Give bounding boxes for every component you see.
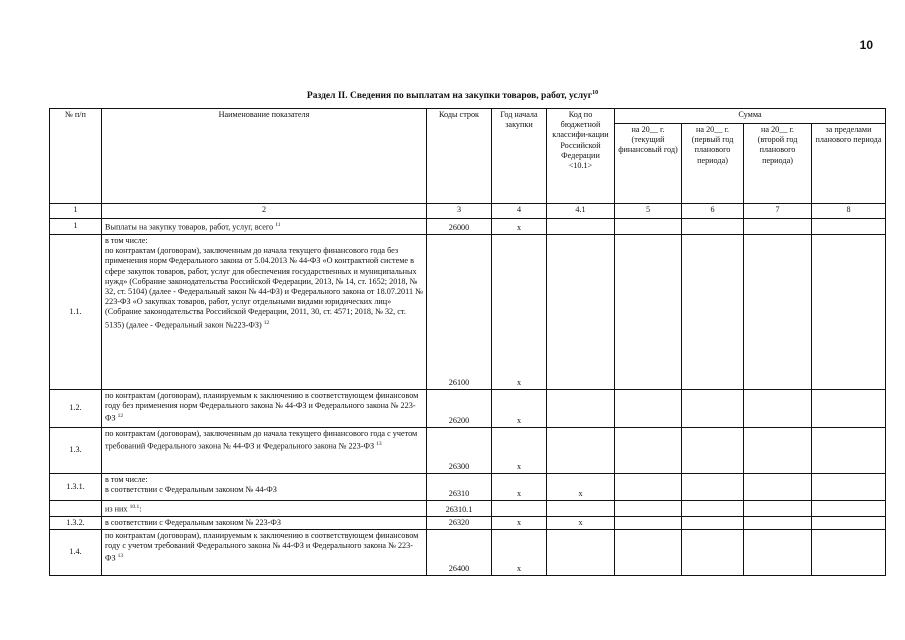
column-number: 5 [615,204,682,219]
row-code: 26300 [427,427,492,473]
row-sum-cell[interactable] [682,427,744,473]
header-year: Год начала закупки [492,109,547,204]
row-sum-cell[interactable] [744,530,812,576]
row-sum-cell[interactable] [744,500,812,516]
row-sum-cell[interactable] [744,473,812,500]
row-sum-cell[interactable] [682,516,744,529]
row-code: 26400 [427,530,492,576]
row-budget-code [547,219,615,235]
section-title: Раздел II. Сведения по выплатам на закупки товаров, работ, услуг$^{10}$ [306,90,599,102]
row-number [50,500,102,516]
table-row [50,234,886,389]
row-sum-cell[interactable] [812,516,886,529]
header-budget-code: Код по бюджетной классифи-кации Российской Федерации <10.1> [547,109,615,204]
header-sum-first: на 20__ г. (первый год планового периода) [682,124,744,204]
row-number: 1.1. [50,234,102,389]
column-number: 7 [744,204,812,219]
column-number: 3 [427,204,492,219]
payments-table [49,108,886,576]
row-name: в том числе: в соответствии с Федеральным законом № 44-ФЗ [102,473,427,500]
row-sum-cell[interactable] [812,389,886,427]
column-number: 4.1 [547,204,615,219]
column-number: 6 [682,204,744,219]
row-code: 26320 [427,516,492,529]
row-budget-code [547,500,615,516]
row-budget-code: x [547,473,615,500]
table-row [50,389,886,427]
row-code: 26200 [427,389,492,427]
row-name: в соответствии с Федеральным законом № 223-ФЗ [102,516,427,529]
header-num: № п/п [50,109,102,204]
row-number: 1.4. [50,530,102,576]
row-number: 1 [50,219,102,235]
table-row [50,427,886,473]
row-number: 1.3. [50,427,102,473]
row-name: в том числе: по контрактам (договорам), заключенным до начала текущего финансового года без применения норм Федерального закона от 5.04.2013 № 44-ФЗ «О контрактной системе в сфере закупок товаров, работ, услуг для обеспечения государственных и муниципальных нужд» (Собрание законодательства Российской Федерации, 2013, № 14, ст. 1652; 2018, № 32, ст. 5104) (далее - Федеральный закон № 44-ФЗ) и Федерального закона от 18.07.2011 № 223-ФЗ «О закупках товаров, работ, услуг отдельными видами юридических лиц» (Собрание законодательства Российской Федерации, 2011, 30, ст. 4571; 2018, № 32, ст. 5135) (далее - Федеральный закон №223-ФЗ) $^{12}$ [102,234,427,389]
row-budget-code [547,530,615,576]
row-sum-cell[interactable] [682,219,744,235]
row-sum-cell[interactable] [744,234,812,389]
row-year: x [492,234,547,389]
row-sum-cell[interactable] [812,219,886,235]
table-row [50,516,886,529]
row-sum-cell[interactable] [615,473,682,500]
row-year: x [492,530,547,576]
row-sum-cell[interactable] [615,500,682,516]
row-year: x [492,427,547,473]
column-number: 1 [50,204,102,219]
header-code: Коды строк [427,109,492,204]
table-row [50,219,886,235]
header-name: Наименование показателя [102,109,427,204]
row-sum-cell[interactable] [682,234,744,389]
header-sum-beyond: за пределами планового периода [812,124,886,204]
row-sum-cell[interactable] [744,516,812,529]
row-sum-cell[interactable] [812,234,886,389]
row-sum-cell[interactable] [812,530,886,576]
row-code: 26310 [427,473,492,500]
row-sum-cell[interactable] [682,389,744,427]
row-name: из них $^{10.1}$: [102,500,427,516]
row-year: x [492,516,547,529]
row-code: 26100 [427,234,492,389]
table-body [50,219,886,576]
row-sum-cell[interactable] [812,500,886,516]
row-sum-cell[interactable] [812,427,886,473]
row-sum-cell[interactable] [744,427,812,473]
row-number: 1.3.1. [50,473,102,500]
row-sum-cell[interactable] [615,427,682,473]
row-sum-cell[interactable] [615,530,682,576]
row-sum-cell[interactable] [615,389,682,427]
table-row [50,473,886,500]
column-number: 2 [102,204,427,219]
row-sum-cell[interactable] [615,219,682,235]
row-number: 1.2. [50,389,102,427]
table-row [50,500,886,516]
row-sum-cell[interactable] [682,530,744,576]
column-number: 8 [812,204,886,219]
row-name: по контрактам (договорам), планируемым к заключению в соответствующем финансовом году с учетом требований Федерального закона № 44-ФЗ и Федерального закона № 223-ФЗ $^{13}$ [102,530,427,576]
page-number: 10 [859,38,873,52]
header-sum-second: на 20__ г. (второй год планового периода) [744,124,812,204]
row-sum-cell[interactable] [744,219,812,235]
row-budget-code [547,427,615,473]
header-sum-current: на 20__ г. (текущий финансовый год) [615,124,682,204]
row-year: x [492,473,547,500]
row-sum-cell[interactable] [812,473,886,500]
row-sum-cell[interactable] [682,473,744,500]
row-year [492,500,547,516]
row-code: 26310.1 [427,500,492,516]
row-sum-cell[interactable] [682,500,744,516]
column-number: 4 [492,204,547,219]
row-budget-code [547,389,615,427]
row-sum-cell[interactable] [615,234,682,389]
row-year: x [492,389,547,427]
row-sum-cell[interactable] [615,516,682,529]
header-sum: Сумма [615,109,886,124]
row-name: по контрактам (договорам), планируемым к заключению в соответствующем финансовом году без применения норм Федерального закона № 44-ФЗ и Федерального закона № 223-ФЗ $^{12}$ [102,389,427,427]
row-budget-code: x [547,516,615,529]
table-row [50,530,886,576]
row-name: Выплаты на закупку товаров, работ, услуг, всего $^{11}$ [102,219,427,235]
row-budget-code [547,234,615,389]
row-sum-cell[interactable] [744,389,812,427]
row-name: по контрактам (договорам), заключенным до начала текущего финансового года с учетом требований Федерального закона № 44-ФЗ и Федерального закона № 223-ФЗ $^{13}$ [102,427,427,473]
row-code: 26000 [427,219,492,235]
row-number: 1.3.2. [50,516,102,529]
row-year: x [492,219,547,235]
